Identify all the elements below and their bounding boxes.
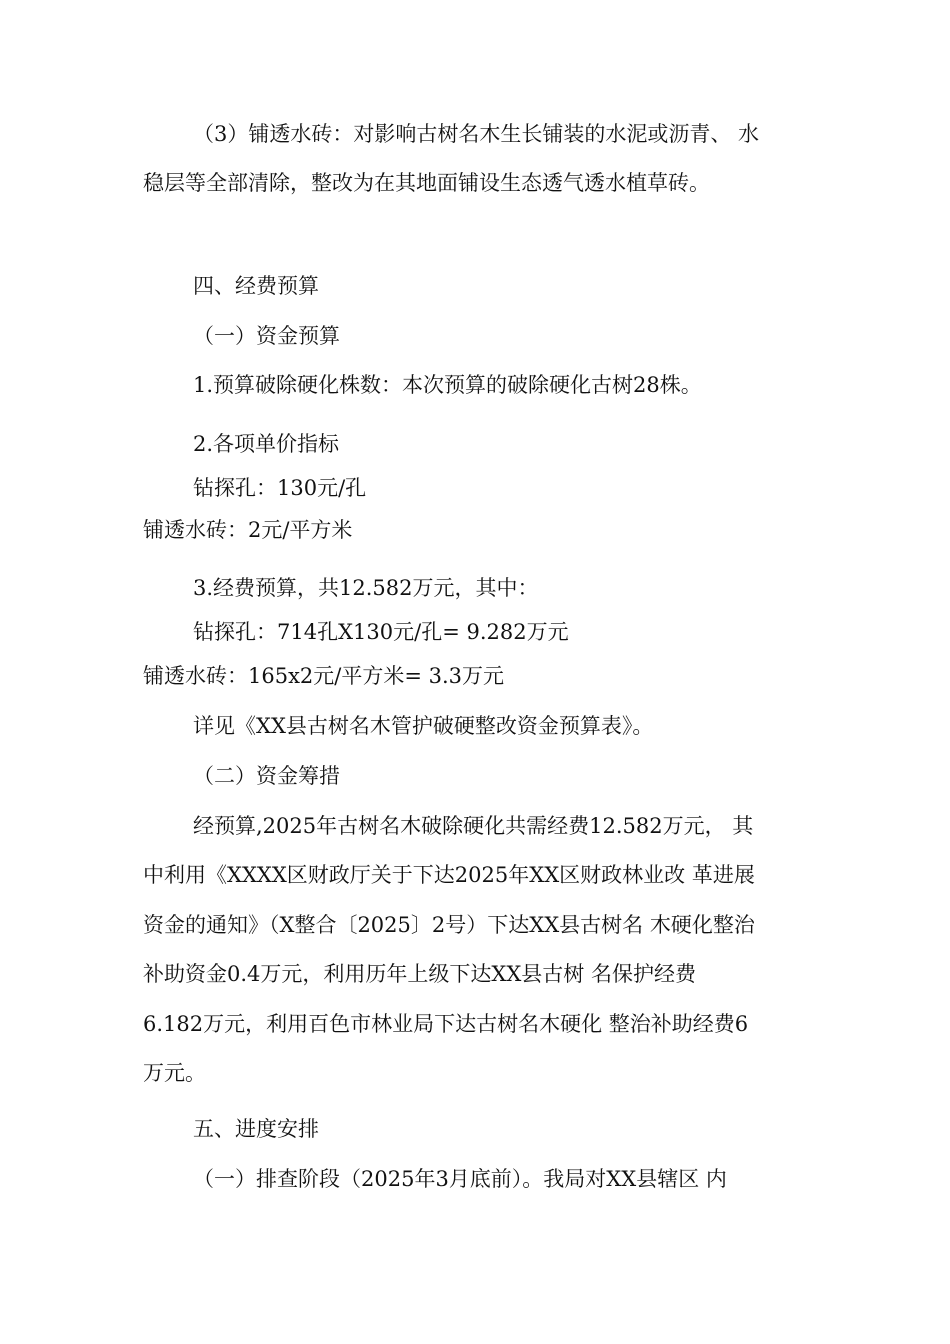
paragraph-line: 1.预算破除硬化株数：本次预算的破除硬化古树28株。 (193, 373, 702, 397)
paragraph-line: 万元。 (143, 1061, 206, 1085)
paragraph-line: 钻探孔：130元/孔 (193, 476, 367, 500)
paragraph-line: 补助资金0.4万元，利用历年上级下达XX县古树 名保护经费 (143, 962, 696, 986)
subsection-heading: （一）资金预算 (193, 324, 340, 348)
paragraph-line: 钻探孔：714孔X130元/孔= 9.282万元 (193, 620, 569, 644)
section-heading: 五、进度安排 (193, 1117, 319, 1141)
paragraph-line: （3）铺透水砖：对影响古树名木生长铺装的水泥或沥青、 水 (193, 122, 760, 146)
paragraph-line: 资金的通知》（X整合〔2025〕2号）下达XX县古树名 木硬化整治 (143, 913, 755, 937)
paragraph-line: 铺透水砖：2元/平方米 (143, 518, 353, 542)
paragraph-line: 2.各项单价指标 (193, 432, 340, 456)
paragraph-line: 详见《XX县古树名木管护破硬整改资金预算表》。 (193, 714, 654, 738)
section-heading: 四、经费预算 (193, 274, 319, 298)
paragraph-line: 6.182万元，利用百色市林业局下达古树名木硬化 整治补助经费6 (143, 1012, 749, 1036)
paragraph-line: （一）排查阶段（2025年3月底前）。我局对XX县辖区 内 (193, 1167, 727, 1191)
paragraph-line: 铺透水砖：165x2元/平方米= 3.3万元 (143, 664, 505, 688)
subsection-heading: （二）资金筹措 (193, 764, 340, 788)
paragraph-line: 稳层等全部清除，整改为在其地面铺设生态透气透水植草砖。 (143, 171, 710, 195)
paragraph-line: 经预算,2025年古树名木破除硬化共需经费12.582万元， 其 (193, 814, 754, 838)
paragraph-line: 中利用《XXXX区财政厅关于下达2025年XX区财政林业改 革进展 (143, 863, 755, 887)
paragraph-line: 3.经费预算，共12.582万元，其中： (193, 576, 539, 600)
